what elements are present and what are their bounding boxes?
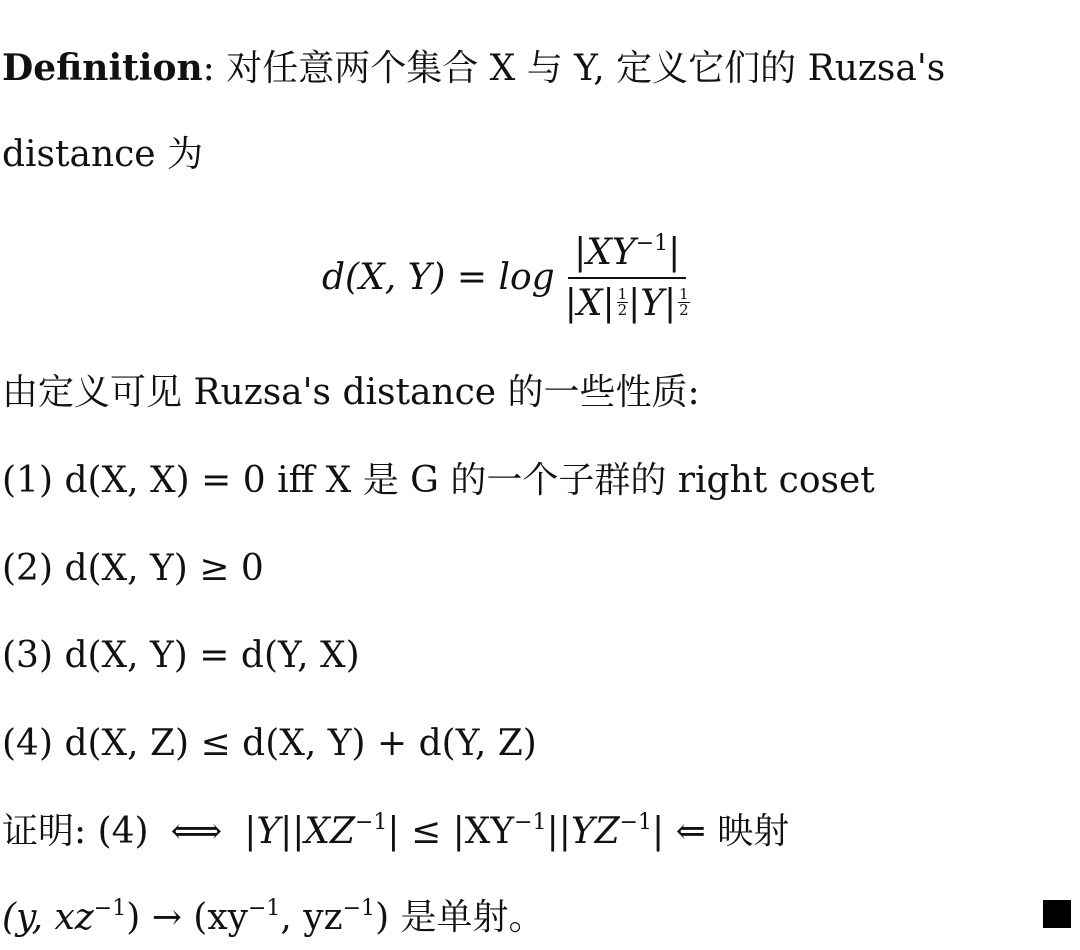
formula-denominator: |X| $\frac{1}{2}$ |Y| $\frac{1}{2}$: [564, 283, 689, 324]
iff-symbol: ⟺: [170, 811, 223, 852]
properties-intro: 由定义可见 Ruzsa's distance 的一些性质:: [2, 372, 700, 413]
definition-continuation: distance 为: [2, 134, 204, 175]
definition-label: Definition: [2, 47, 203, 89]
formula-numerator: $|XY^{-1}|$: [568, 231, 686, 279]
property-3: (3) d(X, Y) = d(Y, X): [2, 635, 360, 676]
definition-line-1: [2, 47, 946, 89]
half-exponent: $\frac{1}{2}$: [679, 285, 689, 319]
proof-line-1: 证明: (4) ⟺ $|Y||XZ^{-1}| \le |XY^{-1}||YZ^{-1}|$ ⇐ 映射: [2, 810, 790, 852]
definition-line-2: [2, 134, 204, 175]
property-1: (1) d(X, X) = 0 iff X 是 G 的一个子群的 right coset: [2, 460, 875, 501]
formula-lhs: d(X, Y) = log: [322, 257, 555, 298]
property-2: (2) d(X, Y) ≥ 0: [2, 548, 264, 589]
proof-line-2: (y, $xz^{-1}) \to (xy^{-1}$, $yz^{-1}$) 是单射。: [2, 896, 545, 938]
qed-square-icon: [1043, 900, 1071, 928]
distance-formula: [322, 220, 696, 335]
half-exponent: $\frac{1}{2}$: [617, 285, 628, 319]
formula-fraction: [559, 231, 696, 324]
property-4: (4) d(X, Z) ≤ d(X, Y) + d(Y, Z): [2, 723, 537, 764]
definition-text: : 对任意两个集合 X 与 Y, 定义它们的 Ruzsa's: [202, 48, 946, 89]
